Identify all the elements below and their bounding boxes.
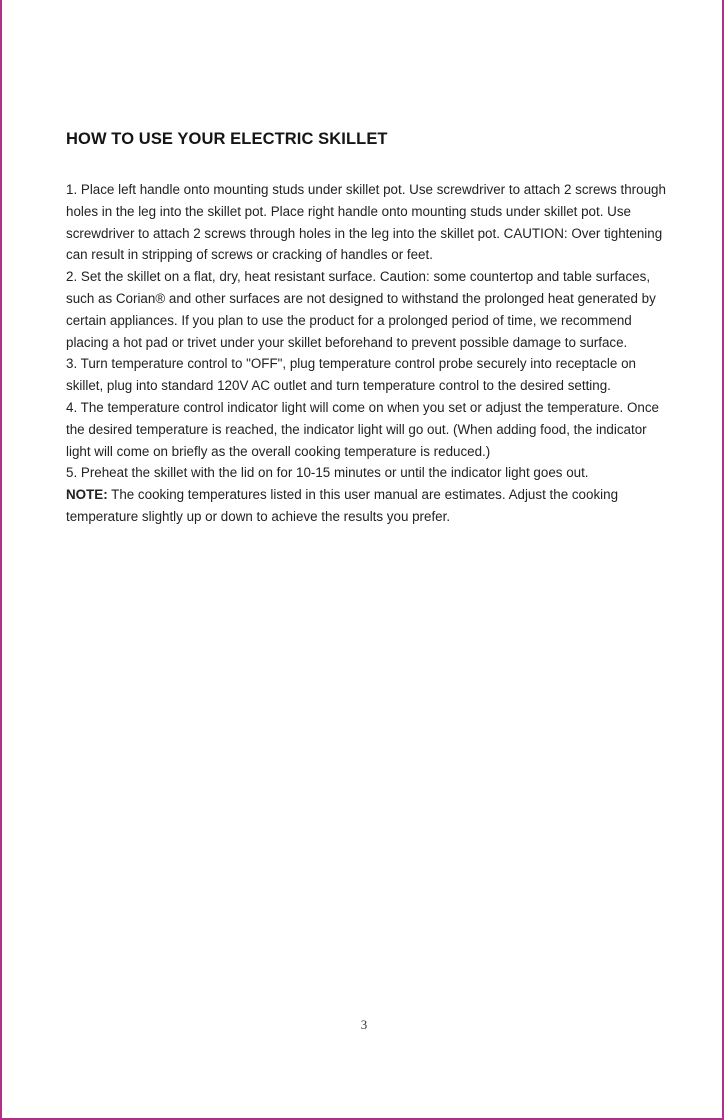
step-1: 1. Place left handle onto mounting studs under skillet pot. Use screwdriver to attach 2 screws through holes in the leg into the skillet pot. Place right handle onto mounting studs under skillet pot. Use screwdriver to attach 2 screws through holes in the leg into the skillet pot. CAUTION: Over tightening can result in stripping of screws or cracking of handles or feet. [66,182,666,263]
note-text: The cooking temperatures listed in this user manual are estimates. Adjust the cooking temperature slightly up or down to achieve the results you prefer. [66,487,619,524]
note-label: NOTE: [66,487,108,503]
step-5: 5. Preheat the skillet with the lid on for 10-15 minutes or until the indicator light goes out. [66,465,589,481]
note-paragraph [66,484,666,528]
step-2: 2. Set the skillet on a flat, dry, heat resistant surface. Caution: some countertop and table surfaces, such as Corian® and other surfaces are not designed to withstand the prolonged heat generated by certain appliances. If you plan to use the product for a prolonged period of time, we recommend placing a hot pad or trivet under your skillet beforehand to prevent possible damage to surface. [66,269,656,350]
section-heading: HOW TO USE YOUR ELECTRIC SKILLET [66,130,388,148]
page-content [66,130,666,528]
step-3: 3. Turn temperature control to "OFF", plug temperature control probe securely into receptacle on skillet, plug into standard 120V AC outlet and turn temperature control to the desired setting. [66,356,636,394]
page-number: 3 [360,1017,368,1032]
step-4: 4. The temperature control indicator light will come on when you set or adjust the temperature. Once the desired temperature is reached, the indicator light will go out. (When adding food, the indicator light will come on briefly as the overall cooking temperature is reduced.) [66,399,659,459]
